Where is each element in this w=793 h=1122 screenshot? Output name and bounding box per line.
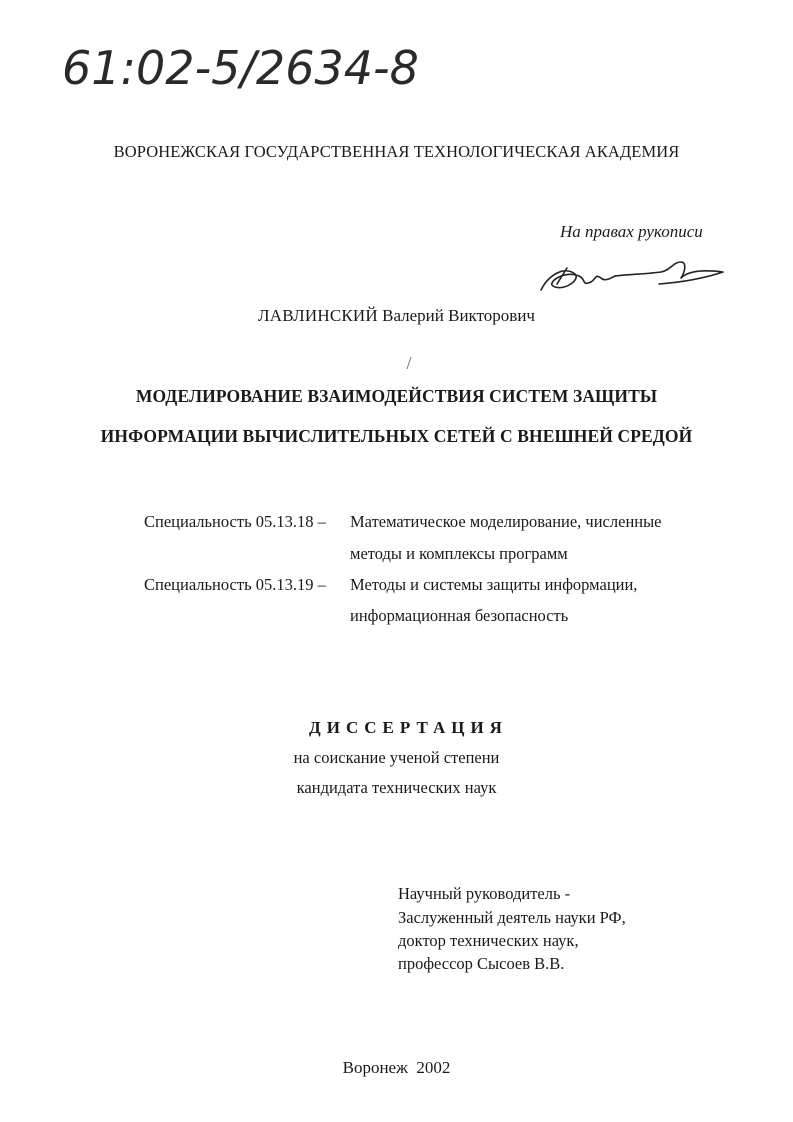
scan-mark [406, 356, 412, 370]
degree-line-2: кандидата технических наук [296, 778, 497, 797]
advisor-line-3: доктор технических наук, [398, 931, 579, 950]
thesis-title-line-1: МОДЕЛИРОВАНИЕ ВЗАИМОДЕЙСТВИЯ СИСТЕМ ЗАЩИТЫ [135, 386, 658, 406]
dissertation-heading: ДИССЕРТАЦИЯ [309, 718, 508, 737]
advisor-line-2: Заслуженный деятель науки РФ, [398, 908, 626, 927]
signature-icon [535, 256, 735, 298]
specialty-1-line-1: Математическое моделирование, численные [350, 512, 662, 531]
thesis-title-line-2: ИНФОРМАЦИИ ВЫЧИСЛИТЕЛЬНЫХ СЕТЕЙ С ВНЕШНЕЙ СРЕДОЙ [100, 426, 693, 446]
place-and-year: Воронеж 2002 [342, 1058, 451, 1077]
author-given-names: Валерий Викторович [382, 306, 535, 325]
catalog-number-text: 61:02-5/2634-8 [62, 41, 419, 95]
specialty-2-line-2: информационная безопасность [350, 606, 569, 625]
specialty-2-label: Специальность 05.13.19 – [144, 575, 326, 594]
rights-notice: На правах рукописи [560, 222, 703, 241]
advisor-line-1: Научный руководитель - [398, 884, 571, 903]
author-surname: ЛАВЛИНСКИЙ [258, 306, 378, 325]
advisor-line-4: профессор Сысоев В.В. [398, 954, 565, 973]
specialty-1-label: Специальность 05.13.18 – [144, 512, 326, 531]
academy-name: ВОРОНЕЖСКАЯ ГОСУДАРСТВЕННАЯ ТЕХНОЛОГИЧЕСКАЯ АКАДЕМИЯ [113, 142, 680, 161]
author-name [0, 306, 793, 326]
degree-line-1: на соискание ученой степени [293, 748, 500, 767]
handwritten-catalog-number [60, 36, 419, 98]
specialty-1-line-2: методы и комплексы программ [350, 544, 568, 563]
specialty-2-line-1: Методы и системы защиты информации, [350, 575, 638, 594]
